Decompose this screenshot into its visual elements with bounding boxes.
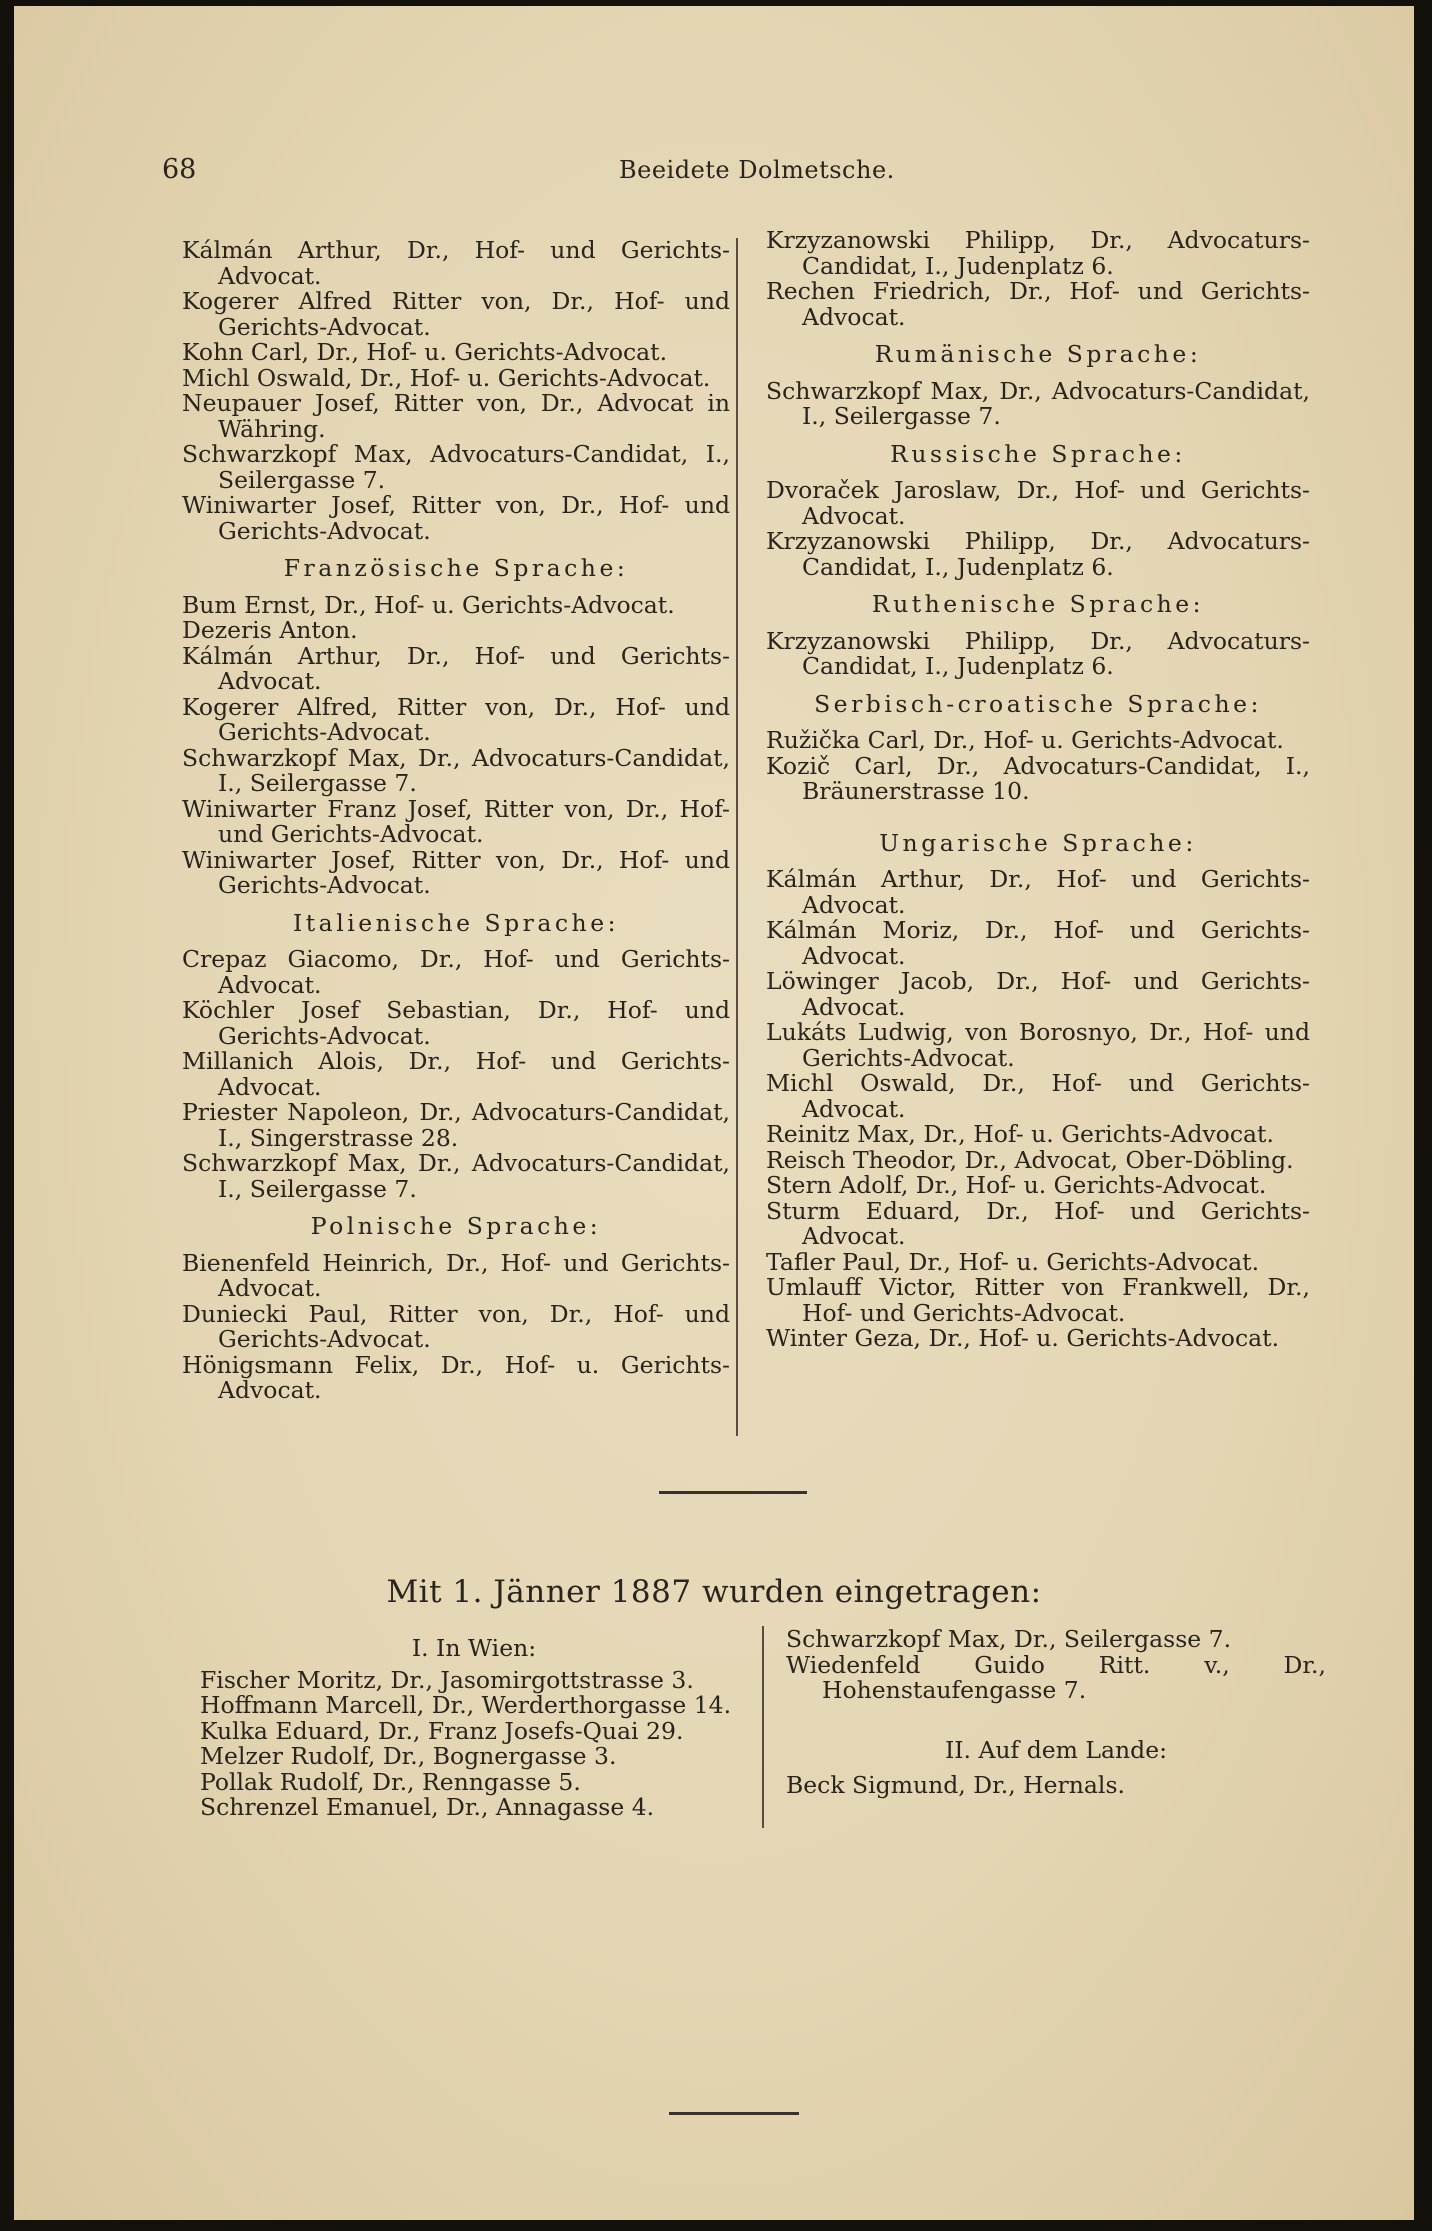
entry: Schrenzel Emanuel, Dr., Annagasse 4. — [200, 1793, 655, 1821]
left-column — [182, 238, 730, 1404]
entry: Kozič Carl, Dr., Advocaturs-Candidat, I., Bräunerstrasse 10. — [766, 751, 1310, 805]
entry: Winiwarter Josef, Ritter von, Dr., Hof- und Gerichts-Advocat. — [182, 845, 730, 899]
appendix-title: Mit 1. Jänner 1887 wurden eingetragen: — [386, 1574, 1042, 1610]
entry: Schwarzkopf Max, Dr., Advocaturs-Candidat, I., Seilergasse 7. — [766, 376, 1310, 430]
entry: Schwarzkopf Max, Dr., Seilergasse 7. — [786, 1625, 1232, 1653]
entry: Kogerer Alfred, Ritter von, Dr., Hof- und Gerichts-Advocat. — [182, 692, 730, 746]
entry: Rechen Friedrich, Dr., Hof- und Gerichts-Advocat. — [766, 277, 1310, 331]
appendix-subheading-vienna: I. In Wien: — [411, 1634, 537, 1662]
column-divider — [762, 1626, 764, 1828]
section-rule — [669, 2112, 799, 2115]
section-heading-romanian: Rumänische Sprache: — [874, 340, 1202, 368]
entry: Lukáts Ludwig, von Borosnyo, Dr., Hof- und Gerichts-Advocat. — [766, 1018, 1310, 1072]
entry: Sturm Eduard, Dr., Hof- und Gerichts-Advocat. — [766, 1196, 1310, 1250]
appendix-subheading-countryside: II. Auf dem Lande: — [944, 1735, 1168, 1764]
entry: Umlauff Victor, Ritter von Frankwell, Dr., Hof- und Gerichts-Advocat. — [766, 1273, 1310, 1327]
entry: Neupauer Josef, Ritter von, Dr., Advocat in Währing. — [182, 389, 730, 443]
entry: Kálmán Arthur, Dr., Hof- und Gerichts-Advocat. — [182, 236, 730, 290]
appendix-left-column — [200, 1636, 748, 1821]
section-heading-russian: Russische Sprache: — [890, 439, 1186, 468]
entry: Millanich Alois, Dr., Hof- und Gerichts-Advocat. — [182, 1047, 730, 1101]
entry: Löwinger Jacob, Dr., Hof- und Gerichts-Advocat. — [766, 967, 1310, 1021]
entry: Winiwarter Josef, Ritter von, Dr., Hof- und Gerichts-Advocat. — [182, 491, 730, 545]
entry: Hoffmann Marcell, Dr., Werderthorgasse 14. — [200, 1691, 732, 1719]
entry: Tafler Paul, Dr., Hof- u. Gerichts-Advocat. — [766, 1247, 1260, 1276]
page-number: 68 — [162, 154, 197, 185]
entry: Pollak Rudolf, Dr., Renngasse 5. — [200, 1767, 581, 1796]
section-heading-ruthenian: Ruthenische Sprache: — [871, 590, 1205, 618]
entry: Kohn Carl, Dr., Hof- u. Gerichts-Advocat. — [182, 338, 668, 366]
page-sheet — [14, 6, 1414, 2220]
entry: Kálmán Arthur, Dr., Hof- und Gerichts-Advocat. — [766, 865, 1310, 919]
section-rule — [659, 1491, 807, 1494]
entry: Dvoraček Jaroslaw, Dr., Hof- und Gerichts-Advocat. — [766, 476, 1310, 530]
entry: Michl Oswald, Dr., Hof- und Gerichts-Advocat. — [766, 1069, 1310, 1123]
entry: Ružička Carl, Dr., Hof- u. Gerichts-Advocat. — [766, 726, 1284, 754]
entry: Krzyzanowski Philipp, Dr., Advocaturs-Candidat, I., Judenplatz 6. — [766, 626, 1310, 680]
entry: Wiedenfeld Guido Ritt. v., Dr., Hohenstaufengasse 7. — [786, 1650, 1326, 1704]
appendix-right-column — [786, 1627, 1326, 1799]
entry: Bum Ernst, Dr., Hof- u. Gerichts-Advocat. — [182, 590, 675, 619]
entry: Kulka Eduard, Dr., Franz Josefs-Quai 29. — [200, 1716, 684, 1745]
entry: Dezeris Anton. — [182, 616, 358, 644]
entry: Krzyzanowski Philipp, Dr., Advocaturs-Candidat, I., Judenplatz 6. — [766, 226, 1310, 280]
entry: Beck Sigmund, Dr., Hernals. — [786, 1771, 1125, 1799]
section-heading-french: Französische Sprache: — [283, 554, 629, 582]
entry: Kálmán Arthur, Dr., Hof- und Gerichts-Advocat. — [182, 641, 730, 695]
entry: Winiwarter Franz Josef, Ritter von, Dr., Hof- und Gerichts-Advocat. — [182, 794, 730, 848]
entry: Fischer Moritz, Dr., Jasomirgottstrasse 3. — [200, 1665, 694, 1694]
entry: Michl Oswald, Dr., Hof- u. Gerichts-Advocat. — [182, 363, 711, 392]
entry: Reisch Theodor, Dr., Advocat, Ober-Döbling. — [766, 1145, 1294, 1174]
section-heading-italian: Italienische Sprache: — [292, 908, 620, 937]
entry: Crepaz Giacomo, Dr., Hof- und Gerichts-Advocat. — [182, 945, 730, 999]
entry: Stern Adolf, Dr., Hof- u. Gerichts-Advocat. — [766, 1171, 1267, 1199]
section-heading-polish: Polnische Sprache: — [310, 1212, 602, 1240]
entry: Bienenfeld Heinrich, Dr., Hof- und Gerichts-Advocat. — [182, 1248, 730, 1302]
entry: Kálmán Moriz, Dr., Hof- und Gerichts-Advocat. — [766, 916, 1310, 970]
entry: Reinitz Max, Dr., Hof- u. Gerichts-Advocat. — [766, 1120, 1274, 1148]
entry: Winter Geza, Dr., Hof- u. Gerichts-Advocat. — [766, 1324, 1280, 1352]
section-heading-serbo-croatian: Serbisch-croatische Sprache: — [814, 689, 1262, 718]
entry: Priester Napoleon, Dr., Advocaturs-Candidat, I., Singerstrasse 28. — [182, 1098, 730, 1152]
entry: Schwarzkopf Max, Dr., Advocaturs-Candidat, I., Seilergasse 7. — [182, 743, 730, 797]
entry: Krzyzanowski Philipp, Dr., Advocaturs-Candidat, I., Judenplatz 6. — [766, 527, 1310, 581]
entry: Kogerer Alfred Ritter von, Dr., Hof- und Gerichts-Advocat. — [182, 287, 730, 341]
right-column — [766, 228, 1310, 1352]
entry: Duniecki Paul, Ritter von, Dr., Hof- und Gerichts-Advocat. — [182, 1299, 730, 1353]
entry: Hönigsmann Felix, Dr., Hof- u. Gerichts-Advocat. — [182, 1350, 730, 1404]
section-heading-hungarian: Ungarische Sprache: — [879, 828, 1197, 857]
entry: Köchler Josef Sebastian, Dr., Hof- und Gerichts-Advocat. — [182, 996, 730, 1050]
entry: Schwarzkopf Max, Dr., Advocaturs-Candidat, I., Seilergasse 7. — [182, 1149, 730, 1203]
running-head: Beeidete Dolmetsche. — [619, 156, 895, 184]
entry: Melzer Rudolf, Dr., Bognergasse 3. — [200, 1742, 617, 1770]
column-divider — [736, 238, 738, 1436]
entry: Schwarzkopf Max, Advocaturs-Candidat, I., Seilergasse 7. — [182, 440, 730, 494]
